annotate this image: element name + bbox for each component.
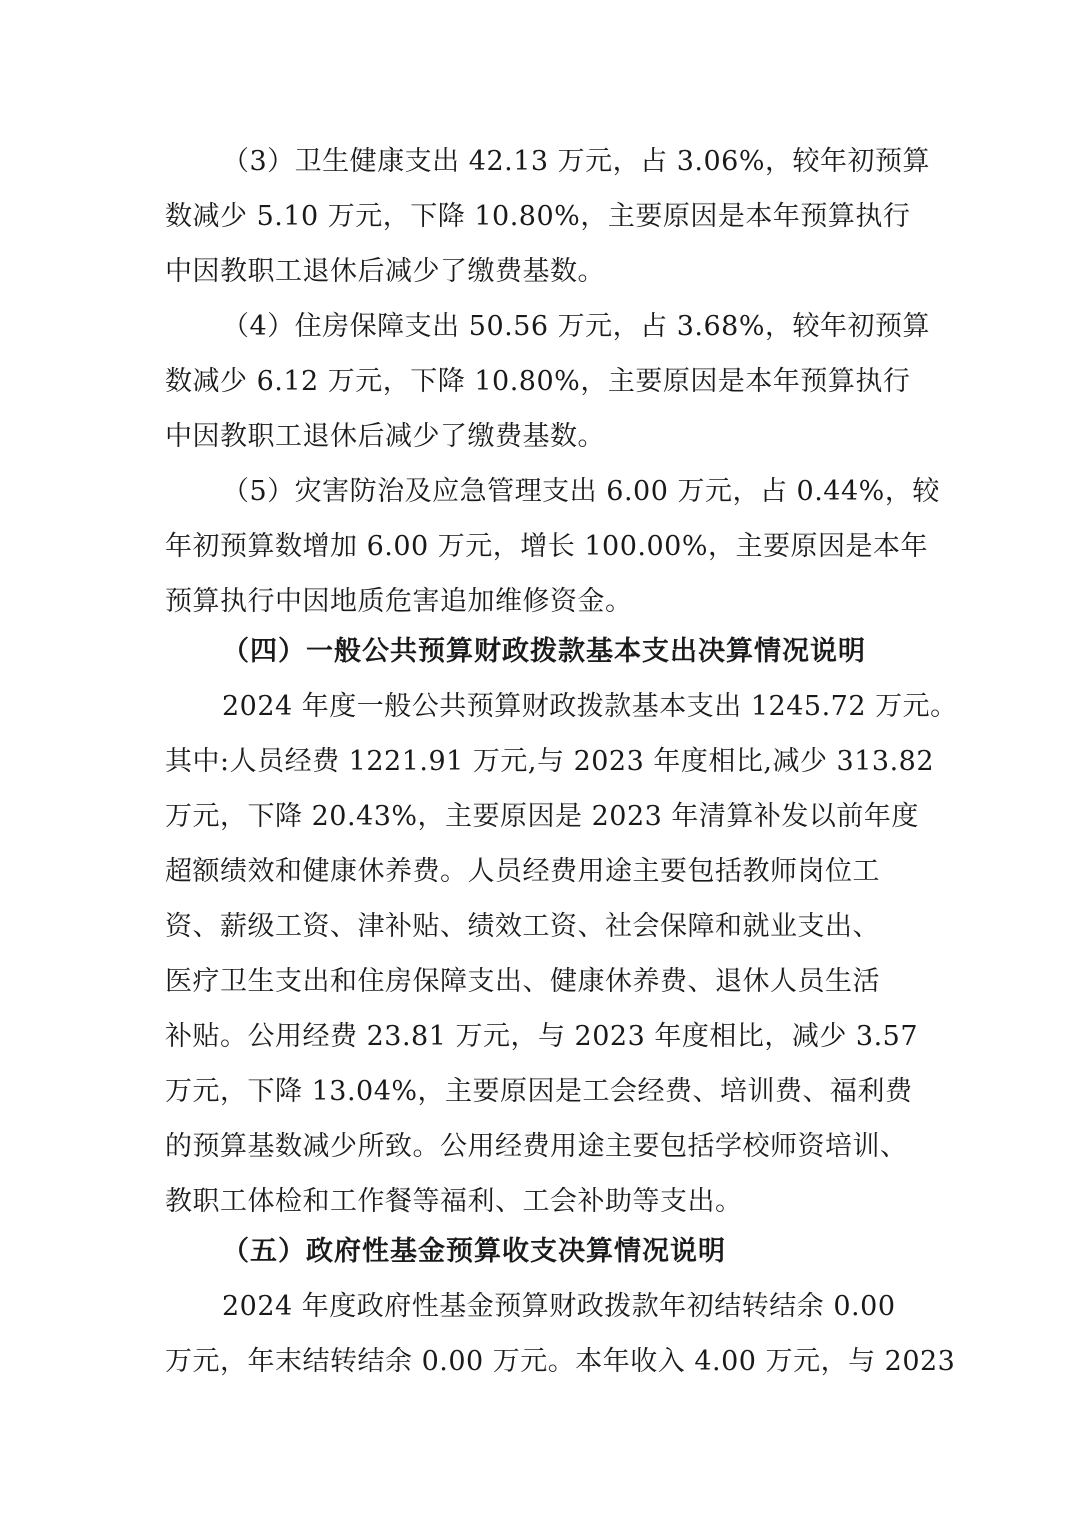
paragraph-3-line-3: 中因教职工退休后减少了缴费基数。 <box>165 256 605 287</box>
paragraph-5-line-1: （5）灾害防治及应急管理支出 6.00 万元，占 0.44%，较 <box>222 476 940 507</box>
section-5-line: 万元，年末结转结余 0.00 万元。本年收入 4.00 万元，与 2023 <box>165 1346 956 1377</box>
section-4-line: 医疗卫生支出和住房保障支出、健康休养费、退休人员生活 <box>165 966 880 997</box>
section-4-line: 资、薪级工资、津补贴、绩效工资、社会保障和就业支出、 <box>165 911 880 942</box>
paragraph-4-line-2: 数减少 6.12 万元，下降 10.80%，主要原因是本年预算执行 <box>165 366 911 397</box>
paragraph-4-line-3: 中因教职工退休后减少了缴费基数。 <box>165 421 605 452</box>
paragraph-5-line-3: 预算执行中因地质危害追加维修资金。 <box>165 586 633 617</box>
paragraph-3-line-2: 数减少 5.10 万元，下降 10.80%，主要原因是本年预算执行 <box>165 201 911 232</box>
section-4-line: 超额绩效和健康休养费。人员经费用途主要包括教师岗位工 <box>165 856 880 887</box>
paragraph-4-line-1: （4）住房保障支出 50.56 万元，占 3.68%，较年初预算 <box>222 311 930 342</box>
section-4-line: 的预算基数减少所致。公用经费用途主要包括学校师资培训、 <box>165 1131 908 1162</box>
section-5-heading: （五）政府性基金预算收支决算情况说明 <box>222 1236 726 1267</box>
paragraph-3-line-1: （3）卫生健康支出 42.13 万元，占 3.06%，较年初预算 <box>222 146 930 177</box>
section-4-line: 2024 年度一般公共预算财政拨款基本支出 1245.72 万元。 <box>222 691 958 722</box>
paragraph-5-line-2: 年初预算数增加 6.00 万元，增长 100.00%，主要原因是本年 <box>165 531 928 562</box>
section-4-line: 万元，下降 13.04%，主要原因是工会经费、培训费、福利费 <box>165 1076 913 1107</box>
section-5-line: 2024 年度政府性基金预算财政拨款年初结转结余 0.00 <box>222 1291 896 1322</box>
section-4-line: 其中:人员经费 1221.91 万元,与 2023 年度相比,减少 313.82 <box>165 746 935 777</box>
section-4-line: 教职工体检和工作餐等福利、工会补助等支出。 <box>165 1186 743 1217</box>
section-4-line: 万元，下降 20.43%，主要原因是 2023 年清算补发以前年度 <box>165 801 919 832</box>
section-4-heading: （四）一般公共预算财政拨款基本支出决算情况说明 <box>222 636 866 667</box>
section-4-line: 补贴。公用经费 23.81 万元，与 2023 年度相比，减少 3.57 <box>165 1021 919 1052</box>
